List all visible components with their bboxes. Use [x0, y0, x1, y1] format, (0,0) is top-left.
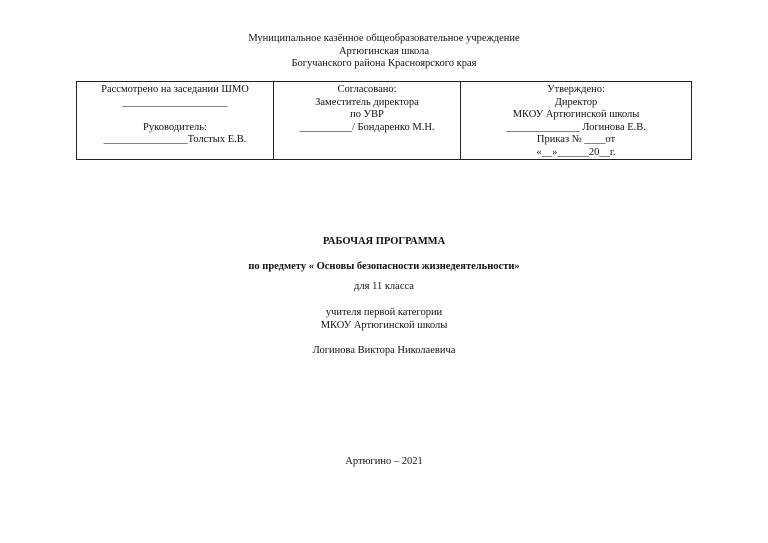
- approved-order: Приказ № ____от: [536, 134, 616, 145]
- shmo-head-label: Руководитель:: [143, 121, 207, 133]
- agreed-position: Заместитель директора: [315, 96, 419, 108]
- agreed-signature: __________/ Бондаренко М.Н.: [299, 121, 435, 133]
- school-header: [0, 33, 768, 71]
- header-line-3: Богучанского района Красноярского края: [291, 58, 477, 69]
- approved-school: МКОУ Артюгинской школы: [512, 109, 640, 120]
- program-title: РАБОЧАЯ ПРОГРАММА: [322, 236, 446, 247]
- approval-cell-approved: [461, 82, 692, 160]
- approved-date: «__»______20__г.: [536, 146, 616, 158]
- approval-cell-agreed: [274, 82, 461, 160]
- shmo-head-signature: ________________Толстых Е.В.: [103, 134, 247, 145]
- teacher-category: учителя первой категории: [325, 307, 443, 318]
- teacher-school: МКОУ Артюгинской школы: [320, 320, 448, 331]
- teacher-name: Логинова Виктора Николаевича: [312, 345, 456, 356]
- approved-signature: ______________ Логинова Е.В.: [506, 121, 646, 133]
- approved-position: Директор: [554, 96, 598, 108]
- header-line-2: Артюгинская школа: [338, 45, 430, 57]
- approved-title: Утверждено:: [547, 84, 605, 95]
- shmo-signature-line: ____________________: [122, 96, 228, 108]
- agreed-position-dept: по УВР: [350, 109, 384, 120]
- approval-table: [76, 81, 692, 160]
- spacer: [80, 109, 270, 122]
- place-year: Артюгино – 2021: [345, 456, 423, 467]
- program-grade: для 11 класса: [354, 281, 414, 292]
- header-line-1: Муниципальное казённое общеобразовательное учреждение: [248, 33, 520, 44]
- approval-cell-shmo: [77, 82, 274, 160]
- agreed-title: Согласовано:: [337, 84, 397, 95]
- program-subject: по предмету « Основы безопасности жизнедеятельности»: [248, 261, 520, 272]
- shmo-title: Рассмотрено на заседании ШМО: [101, 84, 249, 95]
